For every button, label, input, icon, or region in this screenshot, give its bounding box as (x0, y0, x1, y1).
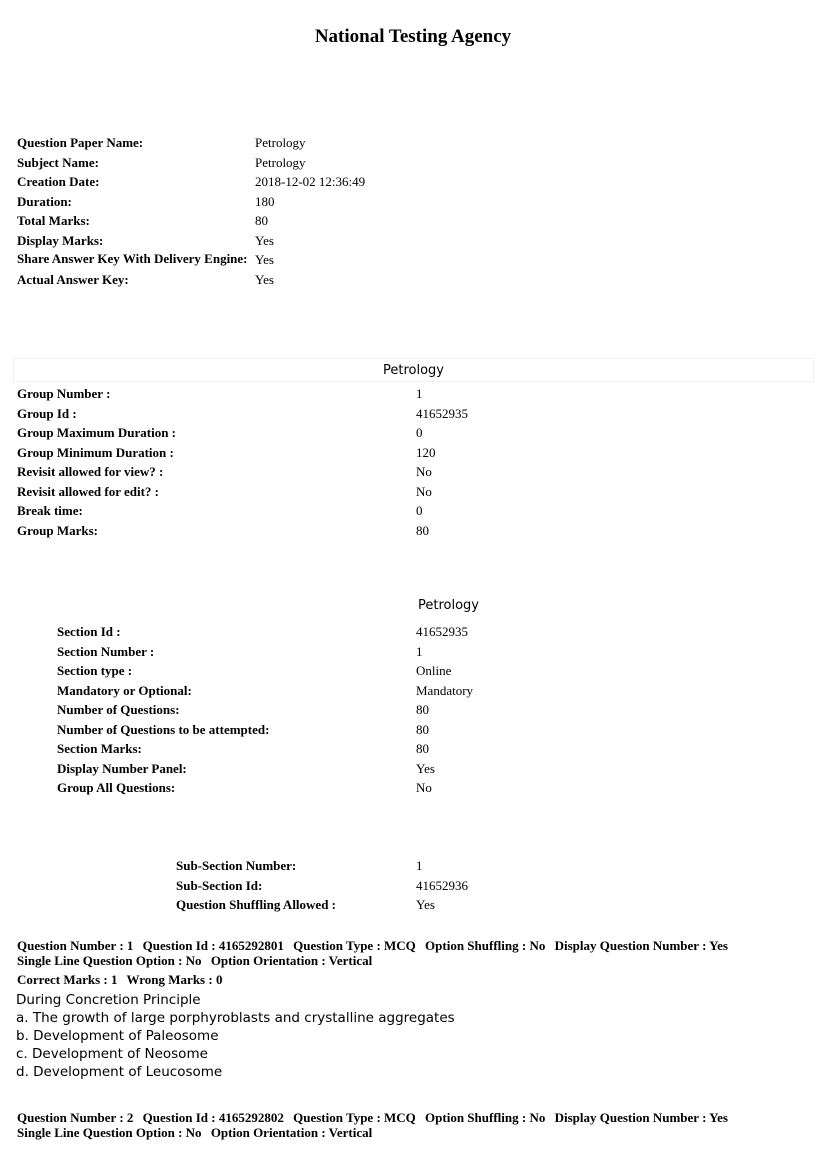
question-meta-line (17, 1126, 817, 1141)
detail-label: Creation Date: (17, 174, 100, 189)
option-shuffling: Option Shuffling : No (425, 938, 546, 953)
detail-row (17, 192, 517, 212)
detail-row (17, 172, 517, 192)
question-meta-line (17, 939, 817, 954)
correct-marks: Correct Marks : 1 (17, 972, 118, 987)
detail-row (17, 133, 517, 153)
detail-value: Petrology (255, 154, 306, 170)
question-id: Question Id : 4165292802 (142, 1110, 284, 1125)
detail-value: 120 (416, 444, 436, 460)
question-id: Question Id : 4165292801 (142, 938, 284, 953)
detail-label: Group All Questions: (57, 780, 176, 795)
detail-label: Share Answer Key With Delivery Engine: (17, 251, 248, 266)
question-meta-line (17, 1111, 817, 1126)
detail-row (57, 642, 657, 662)
option-b: b. Development of Paleosome (16, 1028, 219, 1044)
detail-label: Duration: (17, 193, 72, 209)
detail-row (57, 622, 657, 642)
detail-value: 0 (416, 503, 423, 518)
single-line-option: Single Line Question Option : No (17, 1124, 202, 1140)
detail-value: No (416, 464, 432, 479)
detail-value: Yes (416, 897, 435, 912)
option-orientation: Option Orientation : Vertical (210, 952, 373, 968)
detail-value: 1 (416, 643, 423, 659)
question-text: During Concretion Principle (16, 992, 201, 1008)
detail-value: Petrology (255, 135, 306, 150)
detail-label: Group Minimum Duration : (17, 444, 174, 460)
detail-value: Yes (255, 232, 274, 248)
question-header (17, 939, 817, 968)
option-orientation: Option Orientation : Vertical (210, 1124, 373, 1140)
detail-row (17, 250, 517, 270)
detail-label: Section Id : (57, 624, 121, 639)
section-details (57, 622, 657, 798)
detail-label: Group Number : (17, 386, 111, 401)
detail-label: Question Paper Name: (17, 135, 144, 150)
question-type: Question Type : MCQ (293, 938, 416, 953)
detail-value: 80 (416, 522, 429, 538)
detail-row (17, 153, 517, 173)
detail-row (57, 681, 657, 701)
detail-value: 41652936 (416, 877, 468, 893)
detail-label: Sub-Section Id: (176, 877, 263, 893)
option-c: c. Development of Neosome (16, 1046, 208, 1062)
detail-row (17, 482, 617, 502)
detail-label: Actual Answer Key: (17, 272, 129, 287)
question-type: Question Type : MCQ (293, 1110, 416, 1125)
detail-row (17, 462, 617, 482)
detail-label: Section type : (57, 663, 133, 678)
detail-value: Yes (255, 272, 274, 287)
detail-value: 2018-12-02 12:36:49 (255, 174, 366, 189)
detail-row (176, 895, 576, 915)
question-meta-line (17, 954, 817, 969)
detail-label: Mandatory or Optional: (57, 682, 192, 698)
detail-label: Total Marks: (17, 213, 90, 228)
detail-label: Revisit allowed for edit? : (17, 483, 160, 499)
detail-label: Subject Name: (17, 154, 99, 170)
detail-label: Revisit allowed for view? : (17, 464, 164, 479)
detail-row (176, 856, 576, 876)
detail-row (17, 270, 517, 290)
wrong-marks: Wrong Marks : 0 (126, 972, 223, 987)
detail-label: Display Number Panel: (57, 760, 187, 776)
detail-row (17, 423, 617, 443)
detail-row (176, 876, 576, 896)
option-shuffling: Option Shuffling : No (425, 1110, 546, 1125)
detail-value: 80 (416, 741, 429, 756)
detail-label: Sub-Section Number: (176, 858, 297, 873)
detail-row (17, 501, 617, 521)
detail-label: Display Marks: (17, 232, 104, 248)
question-marks (17, 972, 222, 988)
detail-label: Number of Questions to be attempted: (57, 721, 270, 737)
page-title: National Testing Agency (314, 26, 512, 47)
detail-label: Question Shuffling Allowed : (176, 897, 337, 912)
detail-value: 41652935 (416, 624, 468, 639)
detail-label: Group Marks: (17, 522, 99, 538)
single-line-option: Single Line Question Option : No (17, 952, 202, 968)
detail-value: 80 (416, 721, 429, 737)
detail-label: Section Number : (57, 643, 155, 659)
option-d: d. Development of Leucosome (16, 1064, 223, 1080)
question-body (16, 991, 455, 1081)
detail-row (17, 521, 617, 541)
detail-value: 41652935 (416, 405, 468, 421)
detail-label: Section Marks: (57, 741, 142, 756)
option-a: a. The growth of large porphyroblasts and crystalline aggregates (16, 1010, 455, 1026)
detail-label: Number of Questions: (57, 702, 180, 717)
detail-value: 80 (416, 702, 429, 717)
detail-row (17, 211, 517, 231)
detail-value: 80 (255, 213, 268, 228)
detail-value: 0 (416, 425, 423, 440)
display-question-number: Display Question Number : Yes (554, 938, 728, 953)
detail-row (57, 778, 657, 798)
group-title: Petrology (13, 358, 814, 382)
detail-row (57, 661, 657, 681)
detail-value: Online (416, 663, 452, 678)
question-number: Question Number : 1 (17, 938, 134, 953)
detail-value: 1 (416, 386, 423, 401)
detail-row (57, 739, 657, 759)
question-number: Question Number : 2 (17, 1110, 134, 1125)
detail-row (17, 404, 617, 424)
detail-value: Yes (255, 252, 274, 267)
detail-label: Group Id : (17, 405, 77, 421)
group-details (17, 384, 617, 540)
detail-value: 180 (255, 193, 275, 209)
detail-value: No (416, 483, 432, 499)
detail-row (57, 720, 657, 740)
section-title: Petrology (418, 598, 479, 613)
detail-row (17, 443, 617, 463)
subsection-details (176, 856, 576, 915)
detail-value: 1 (416, 858, 423, 873)
detail-row (57, 700, 657, 720)
detail-row (17, 384, 617, 404)
question-header (17, 1111, 817, 1140)
detail-value: Mandatory (416, 682, 474, 698)
detail-value: Yes (416, 760, 435, 776)
detail-label: Break time: (17, 503, 83, 518)
detail-row (57, 759, 657, 779)
detail-value: No (416, 780, 432, 795)
detail-label: Group Maximum Duration : (17, 425, 177, 440)
detail-row (17, 231, 517, 251)
paper-details (17, 133, 517, 290)
display-question-number: Display Question Number : Yes (554, 1110, 728, 1125)
